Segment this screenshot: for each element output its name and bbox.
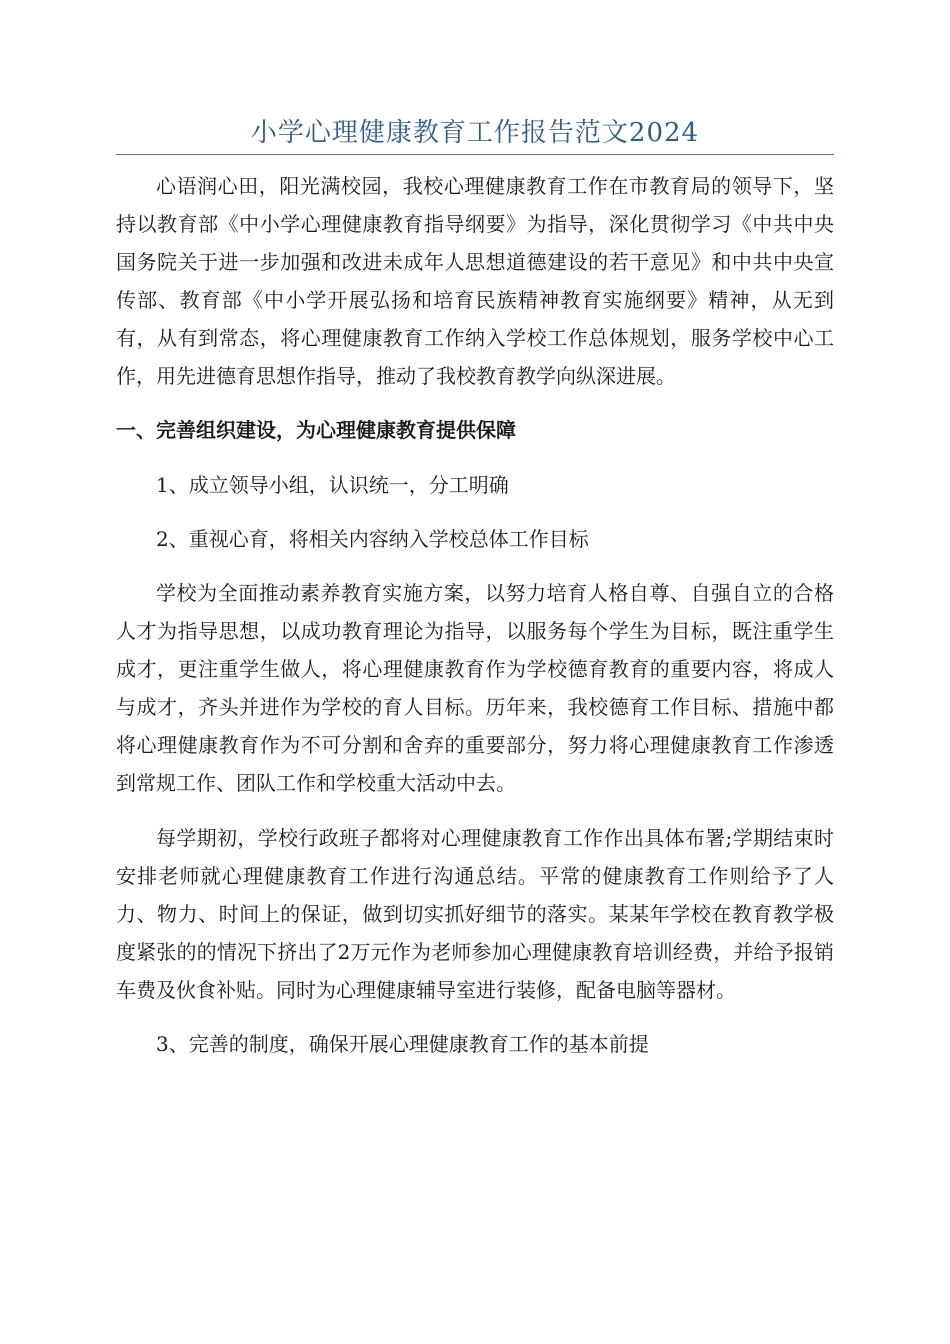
section-heading: 一、完善组织建设，为心理健康教育提供保障 <box>116 418 516 442</box>
document-body <box>116 151 834 1063</box>
list-item-1: 1、成立领导小组，认识统一，分工明确 <box>156 473 509 497</box>
body-paragraph-semester: 每学期初，学校行政班子都将对心理健康教育工作作出具体布署;学期结束时安排老师就心理健康教育工作进行沟通总结。平常的健康教育工作则给予了人力、物力、时间上的保证，做到切实抓好细节的落实。某某年学校在教育教学极度紧张的的情况下挤出了2万元作为老师参加心理健康教育培训经费，并给予报销车费及伙食补贴。同时为心理健康辅导室进行装修，配备电脑等器材。 <box>116 826 834 1002</box>
list-item-2: 2、重视心育，将相关内容纳入学校总体工作目标 <box>156 527 589 551</box>
intro-paragraph: 心语润心田，阳光满校园，我校心理健康教育工作在市教育局的领导下，坚持以教育部《中小学心理健康教育指导纲要》为指导，深化贯彻学习《中共中央国务院关于进一步加强和改进未成年人思想道德建设的若干意见》和中共中央宣传部、教育部《中小学开展弘扬和培育民族精神教育实施纲要》精神，从无到有，从有到常态，将心理健康教育工作纳入学校工作总体规划，服务学校中心工作，用先进德育思想作指导，推动了我校教育教学向纵深进展。 <box>116 174 834 388</box>
body-paragraph-goals: 学校为全面推动素养教育实施方案，以努力培育人格自尊、自强自立的合格人才为指导思想，以成功教育理论为指导，以服务每个学生为目标，既注重学生成才，更注重学生做人，将心理健康教育作为学校德育教育的重要内容，将成人与成才，齐头并进作为学校的育人目标。历年来，我校德育工作目标、措施中都将心理健康教育作为不可分割和舍弃的重要部分，努力将心理健康教育工作渗透到常规工作、团队工作和学校重大活动中去。 <box>116 581 834 795</box>
list-item-3: 3、完善的制度，确保开展心理健康教育工作的基本前提 <box>156 1032 649 1056</box>
document-title: 小学心理健康教育工作报告范文2024 <box>250 118 700 148</box>
